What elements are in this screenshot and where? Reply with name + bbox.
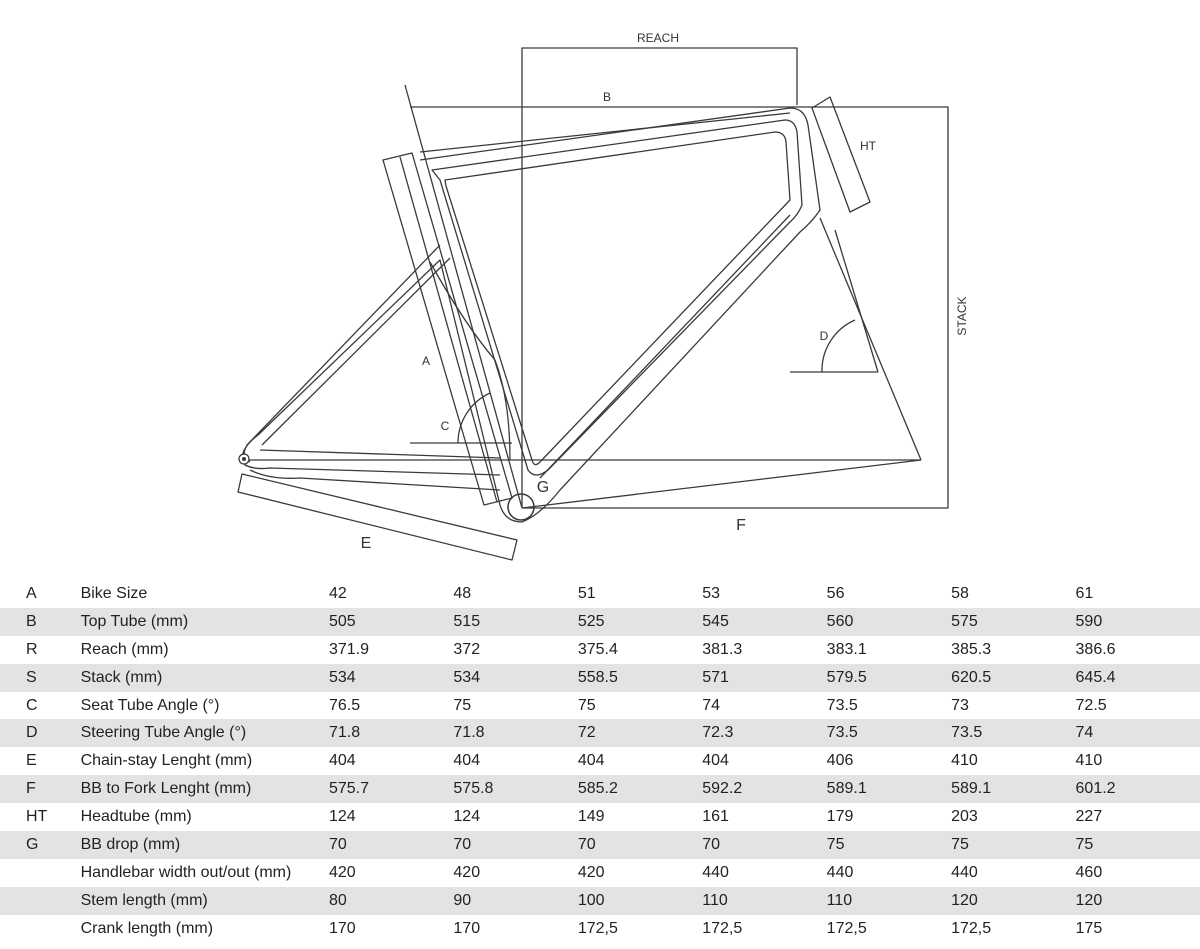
row-code: R bbox=[26, 640, 38, 658]
row-value: 406 bbox=[826, 752, 854, 770]
row-value: 124 bbox=[328, 808, 356, 826]
row-parameter: Headtube (mm) bbox=[80, 808, 192, 826]
row-code bbox=[0, 915, 81, 943]
row-value: 100 bbox=[578, 887, 702, 915]
row-value: 440 bbox=[702, 863, 729, 881]
table-row bbox=[0, 580, 1200, 608]
row-value: 172,5 bbox=[826, 919, 867, 937]
row-value: 70 bbox=[578, 831, 702, 859]
row-value: 72.5 bbox=[1075, 696, 1107, 714]
row-value: 420 bbox=[453, 863, 481, 881]
row-value: 48 bbox=[453, 584, 472, 602]
row-parameter: Seat Tube Angle (°) bbox=[80, 696, 220, 714]
row-code bbox=[0, 887, 81, 915]
row-value: 371.9 bbox=[328, 640, 370, 658]
label-ht: HT bbox=[860, 139, 876, 153]
row-parameter: Handlebar width out/out (mm) bbox=[80, 863, 292, 881]
row-value: 71.8 bbox=[453, 719, 577, 747]
row-value: 534 bbox=[329, 664, 453, 692]
row-value: 601.2 bbox=[1076, 775, 1200, 803]
row-value: 420 bbox=[328, 863, 356, 881]
chainstay-inner bbox=[260, 450, 500, 458]
row-value: 420 bbox=[577, 863, 605, 881]
row-code: G bbox=[0, 831, 81, 859]
label-reach: REACH bbox=[636, 31, 680, 45]
row-value: 73.5 bbox=[827, 719, 951, 747]
table-row bbox=[0, 775, 1200, 803]
row-value: 72.3 bbox=[702, 719, 826, 747]
row-value: 72 bbox=[578, 719, 702, 747]
row-parameter: Chain-stay Lenght (mm) bbox=[80, 752, 253, 770]
label-f: F bbox=[736, 517, 746, 534]
row-value: 53 bbox=[702, 584, 721, 602]
row-value: 172,5 bbox=[577, 919, 618, 937]
row-parameter: Bike Size bbox=[80, 584, 148, 602]
row-value: 558.5 bbox=[578, 664, 702, 692]
row-value: 571 bbox=[702, 664, 826, 692]
row-value: 75 bbox=[951, 831, 1075, 859]
row-value: 592.2 bbox=[702, 775, 826, 803]
row-value: 90 bbox=[453, 887, 577, 915]
label-e: E bbox=[360, 535, 372, 552]
row-value: 590 bbox=[1076, 608, 1200, 636]
table-row bbox=[0, 803, 1200, 831]
table-row bbox=[0, 608, 1200, 636]
label-b: B bbox=[602, 90, 612, 104]
row-code: A bbox=[26, 584, 37, 602]
row-value: 75 bbox=[453, 696, 472, 714]
row-parameter: BB drop (mm) bbox=[81, 831, 329, 859]
row-value: 589.1 bbox=[951, 775, 1075, 803]
table-row bbox=[0, 831, 1200, 859]
row-value: 51 bbox=[577, 584, 596, 602]
row-value: 120 bbox=[951, 887, 1075, 915]
row-value: 56 bbox=[826, 584, 845, 602]
table-row bbox=[0, 747, 1200, 775]
row-value: 386.6 bbox=[1075, 640, 1116, 658]
row-value: 70 bbox=[702, 831, 826, 859]
fork-line bbox=[835, 230, 878, 372]
row-value: 385.3 bbox=[951, 640, 992, 658]
row-value: 579.5 bbox=[827, 664, 951, 692]
row-value: 75 bbox=[827, 831, 951, 859]
geometry-table bbox=[0, 580, 1200, 943]
table-row bbox=[0, 692, 1200, 720]
row-parameter: Crank length (mm) bbox=[80, 919, 214, 937]
head-tube-outline bbox=[812, 97, 870, 212]
row-value: 172,5 bbox=[702, 919, 743, 937]
row-value: 110 bbox=[827, 887, 951, 915]
row-value: 560 bbox=[827, 608, 951, 636]
row-value: 74 bbox=[1076, 719, 1200, 747]
row-value: 58 bbox=[951, 584, 969, 602]
row-value: 589.1 bbox=[827, 775, 951, 803]
row-value: 404 bbox=[702, 752, 729, 770]
down-tube-line bbox=[540, 215, 790, 478]
label-d: D bbox=[819, 329, 829, 343]
row-value: 440 bbox=[826, 863, 854, 881]
row-code: E bbox=[26, 752, 37, 770]
row-parameter: Stack (mm) bbox=[81, 664, 329, 692]
table-row bbox=[0, 636, 1200, 664]
row-value: 73 bbox=[951, 696, 969, 714]
table-row bbox=[0, 859, 1200, 887]
row-value: 75 bbox=[1076, 831, 1200, 859]
row-value: 505 bbox=[329, 608, 453, 636]
row-value: 170 bbox=[328, 919, 356, 937]
label-c: C bbox=[440, 419, 450, 433]
row-value: 620.5 bbox=[951, 664, 1075, 692]
row-code: HT bbox=[26, 808, 48, 826]
row-value: 381.3 bbox=[702, 640, 743, 658]
stack-bracket bbox=[410, 107, 948, 508]
row-parameter: Stem length (mm) bbox=[81, 887, 329, 915]
row-value: 404 bbox=[453, 752, 481, 770]
row-value: 120 bbox=[1076, 887, 1200, 915]
row-value: 172,5 bbox=[951, 919, 992, 937]
row-value: 645.4 bbox=[1076, 664, 1200, 692]
row-value: 110 bbox=[702, 887, 826, 915]
row-value: 74 bbox=[702, 696, 721, 714]
row-code: D bbox=[0, 719, 81, 747]
label-stack: STACK bbox=[955, 296, 969, 336]
row-value: 575.7 bbox=[329, 775, 453, 803]
row-value: 179 bbox=[826, 808, 854, 826]
row-value: 460 bbox=[1075, 863, 1103, 881]
row-value: 404 bbox=[328, 752, 356, 770]
row-value: 75 bbox=[577, 696, 596, 714]
row-value: 170 bbox=[453, 919, 481, 937]
row-value: 534 bbox=[453, 664, 577, 692]
row-value: 525 bbox=[578, 608, 702, 636]
row-value: 42 bbox=[328, 584, 347, 602]
row-value: 372 bbox=[453, 640, 481, 658]
angle-d-arc bbox=[819, 320, 855, 372]
row-value: 585.2 bbox=[578, 775, 702, 803]
row-value: 70 bbox=[329, 831, 453, 859]
row-value: 575 bbox=[951, 608, 1075, 636]
row-value: 227 bbox=[1075, 808, 1103, 826]
row-code: C bbox=[26, 696, 38, 714]
row-parameter: BB to Fork Lenght (mm) bbox=[81, 775, 329, 803]
row-value: 203 bbox=[951, 808, 978, 826]
row-value: 575.8 bbox=[453, 775, 577, 803]
row-parameter: Top Tube (mm) bbox=[81, 608, 329, 636]
table-row bbox=[0, 887, 1200, 915]
table-row bbox=[0, 915, 1200, 943]
row-code: B bbox=[0, 608, 81, 636]
chainstay-lower bbox=[250, 470, 500, 490]
row-value: 515 bbox=[453, 608, 577, 636]
row-value: 383.1 bbox=[826, 640, 867, 658]
row-value: 71.8 bbox=[329, 719, 453, 747]
row-value: 73.5 bbox=[951, 719, 1075, 747]
row-code: F bbox=[0, 775, 81, 803]
seat-stay-inner bbox=[262, 258, 450, 445]
row-value: 375.4 bbox=[577, 640, 618, 658]
row-value: 70 bbox=[453, 831, 577, 859]
label-a: A bbox=[421, 354, 431, 368]
chainstay-outline bbox=[238, 474, 517, 560]
row-parameter: Steering Tube Angle (°) bbox=[81, 719, 329, 747]
row-value: 161 bbox=[702, 808, 729, 826]
table-row bbox=[0, 664, 1200, 692]
row-value: 175 bbox=[1075, 919, 1103, 937]
row-value: 80 bbox=[329, 887, 453, 915]
row-value: 410 bbox=[1075, 752, 1103, 770]
row-code: S bbox=[0, 664, 81, 692]
row-value: 124 bbox=[453, 808, 481, 826]
steering-axis-line bbox=[820, 218, 921, 460]
table-row bbox=[0, 719, 1200, 747]
label-g: G bbox=[536, 479, 550, 496]
row-value: 410 bbox=[951, 752, 978, 770]
row-value: 76.5 bbox=[328, 696, 361, 714]
row-value: 61 bbox=[1075, 584, 1094, 602]
row-value: 149 bbox=[577, 808, 605, 826]
row-parameter: Reach (mm) bbox=[80, 640, 169, 658]
row-code bbox=[0, 859, 81, 887]
row-value: 404 bbox=[577, 752, 605, 770]
row-value: 73.5 bbox=[826, 696, 858, 714]
row-value: 440 bbox=[951, 863, 978, 881]
row-value: 545 bbox=[702, 608, 826, 636]
